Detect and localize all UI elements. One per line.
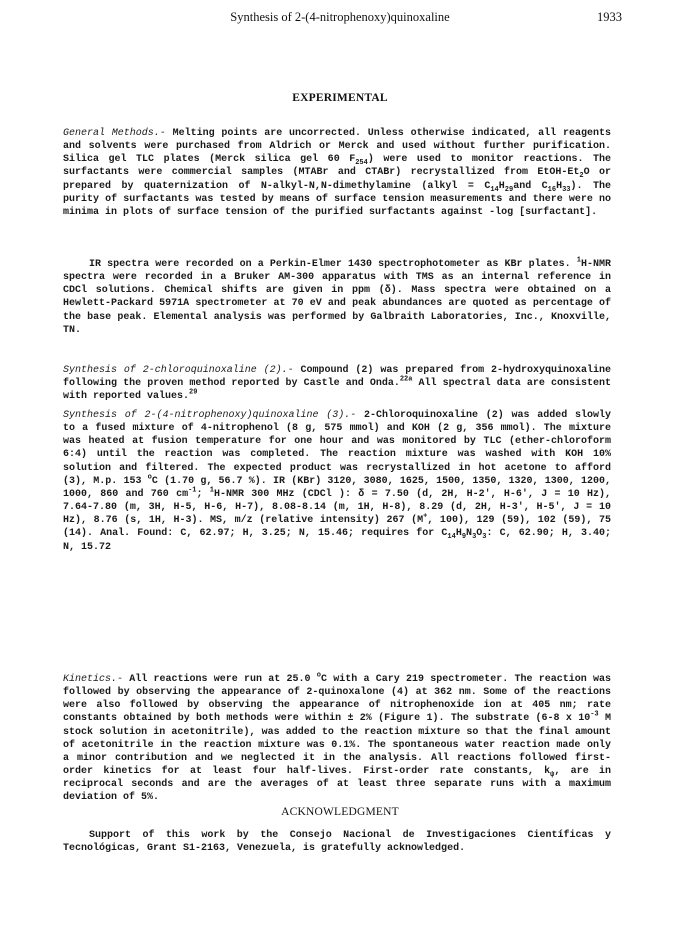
nitrophenoxy-label: Synthesis of 2-(4-nitrophenoxy)quinoxaline (3).-: [63, 410, 357, 421]
general-methods-paragraph: [63, 127, 611, 219]
text-run: O or prepared by quaternization of N-alkyl-N,N-dimethylamine (alkyl = C: [63, 167, 611, 192]
text-run: Melting points are uncorrected. Unless otherwise indicated, all reagents and solvents were purchased from Aldrich or Merck and used without further purification. Silica gel TLC plates (Merck silica gel 60 F: [63, 128, 611, 166]
text-run: H-NMR spectra were recorded in a Bruker AM-300 apparatus with TMS as an internal reference in CDCl solutions. Chemical shifts are given in ppm (δ). Mass spectra were obtained on a Hewlett-Packard 5971A spectrometer at 70 eV and peak abundances are quoted as percentage of the base peak. Elemental analysis was performed by Galbraith Laboratories, Inc., Knoxville, TN.: [63, 259, 611, 336]
text-run: All reactions were run at 25.0: [123, 674, 317, 685]
text-run: ;: [196, 488, 210, 500]
running-head: [0, 8, 680, 28]
subscript: 9: [461, 533, 467, 542]
superscript: +: [423, 512, 428, 521]
superscript: 1: [576, 256, 581, 265]
superscript: -3: [590, 711, 599, 720]
text-run: H: [455, 528, 462, 540]
text-run: and C: [513, 180, 548, 192]
subscript: 14: [447, 533, 456, 542]
subscript: 33: [562, 185, 571, 194]
text-run: ). The purity of surfactants was tested by means of surface tension measurements and there were no minima in plots of surface tension of the purified surfactants against -log [surfactant].: [63, 180, 611, 218]
superscript: 1: [209, 486, 214, 495]
text-run: Compound (2) was prepared from 2-hydroxyquinoxaline following the proven method reported by Castle and Onda.: [63, 365, 611, 390]
kinetics-label: Kinetics.-: [63, 674, 124, 685]
subscript: 16: [547, 185, 557, 194]
subscript: 3: [482, 533, 487, 542]
running-title: Synthesis of 2-(4-nitrophenoxy)quinoxaline: [230, 10, 450, 24]
text-run: C with a Cary 219 spectrometer. The reaction was followed by observing the appearance of 2-quinoxalone (4) at 362 nm. Some of the reactions were also followed by observing the appearance of nitrophenoxide ion at 405 nm; rate constants obtained by both methods were within ± 2% (Figure 1). The substrate (6-8 x 10: [63, 674, 612, 725]
citation-superscript: 29: [189, 388, 198, 397]
text-run: O: [476, 528, 483, 540]
subscript: 254: [355, 159, 368, 168]
text-run: IR spectra were recorded on a Perkin-Elmer 1430 spectrophotometer as KBr plates.: [89, 259, 577, 270]
superscript: -1: [188, 486, 197, 495]
text-run: , are in reciprocal seconds and are the averages of at least three separate runs with a maximum deviation of 5%.: [63, 766, 611, 804]
text-run: 2-Chloroquinoxaline (2) was added slowly to a fused mixture of 4-nitrophenol (8 g, 575 mmol) and KOH (2 g, 356 mmol). The mixture was heated at fusion temperature for one hour and was monitored by TLC (ether-chloroform 6:4) until the reaction was completed. The reaction mixture was washed with KOH 10% solution and filtered. The expected product was recrystallized in hot acetone to afford (3), M.p. 153: [63, 410, 611, 487]
text-run: ) were used to monitor reactions. The surfactants were commercial samples (MTABr and CTABr) recrystallized from EtOH-Et: [63, 154, 611, 179]
page-number: 1933: [597, 10, 622, 24]
ir-nmr-paragraph: [63, 258, 611, 337]
chloroquinoxaline-paragraph: [63, 364, 611, 403]
subscript: 29: [504, 185, 514, 194]
superscript: o: [147, 473, 152, 482]
text-run: : C, 62.90; H, 3.40; N, 15.72: [63, 528, 611, 553]
text-run: C (1.70 g, 56.7 %). IR (KBr) 3120, 3080, 1625, 1500, 1350, 1320, 1300, 1200, 1000, 860 and 760 cm: [63, 475, 611, 500]
citation-superscript: 22a: [399, 375, 413, 384]
subscript: 14: [490, 185, 499, 194]
acknowledgment-paragraph: Support of this work by the Consejo Nacional de Investigaciones Científicas y Tecnológicas, Grant S1-2163, Venezuela, is gratefully acknowledged.: [63, 830, 611, 855]
nitrophenoxy-paragraph: [63, 409, 611, 554]
text-run: All spectral data are consistent with reported values.: [63, 378, 611, 403]
kinetics-paragraph: [63, 673, 611, 805]
text-run: M stock solution in acetonitrile), was added to the reaction mixture so that the final amount of acetonitrile in the reaction mixture was 0.1%. The spontaneous water reaction made only a minor contribution and we neglected it in the analysis. All reactions followed first-order kinetics for at least four half-lives. First-order rate constants, k: [63, 713, 611, 778]
text-run: H: [498, 180, 505, 192]
superscript: o: [316, 671, 321, 680]
subscript: 2: [579, 172, 584, 181]
chloroquinoxaline-label: Synthesis of 2-chloroquinoxaline (2).-: [63, 365, 294, 376]
experimental-heading: EXPERIMENTAL: [292, 92, 388, 104]
subscript: 3: [472, 533, 477, 542]
text-run: , 100), 129 (59), 102 (59), 75 (14). Anal. Found: C, 62.97; H, 3.25; N, 15.46; requires for C: [63, 515, 611, 540]
text-run: H: [556, 180, 563, 192]
subscript: ψ: [550, 771, 555, 780]
acknowledgment-heading: ACKNOWLEDGMENT: [281, 806, 399, 818]
text-run: H-NMR 300 MHz (CDCl ): δ = 7.50 (d, 2H, H-2', H-6', J = 10 Hz), 7.64-7.80 (m, 3H, H-5, H-6, H-7), 8.08-8.14 (m, 1H, H-8), 8.29 (d, 2H, H-3', H-5', J = 10 Hz), 8.76 (s, 1H, H-3). MS, m/z (relative intensity) 267 (M: [63, 488, 611, 527]
text-run: N: [466, 528, 473, 540]
general-methods-label: General Methods.-: [63, 128, 166, 139]
